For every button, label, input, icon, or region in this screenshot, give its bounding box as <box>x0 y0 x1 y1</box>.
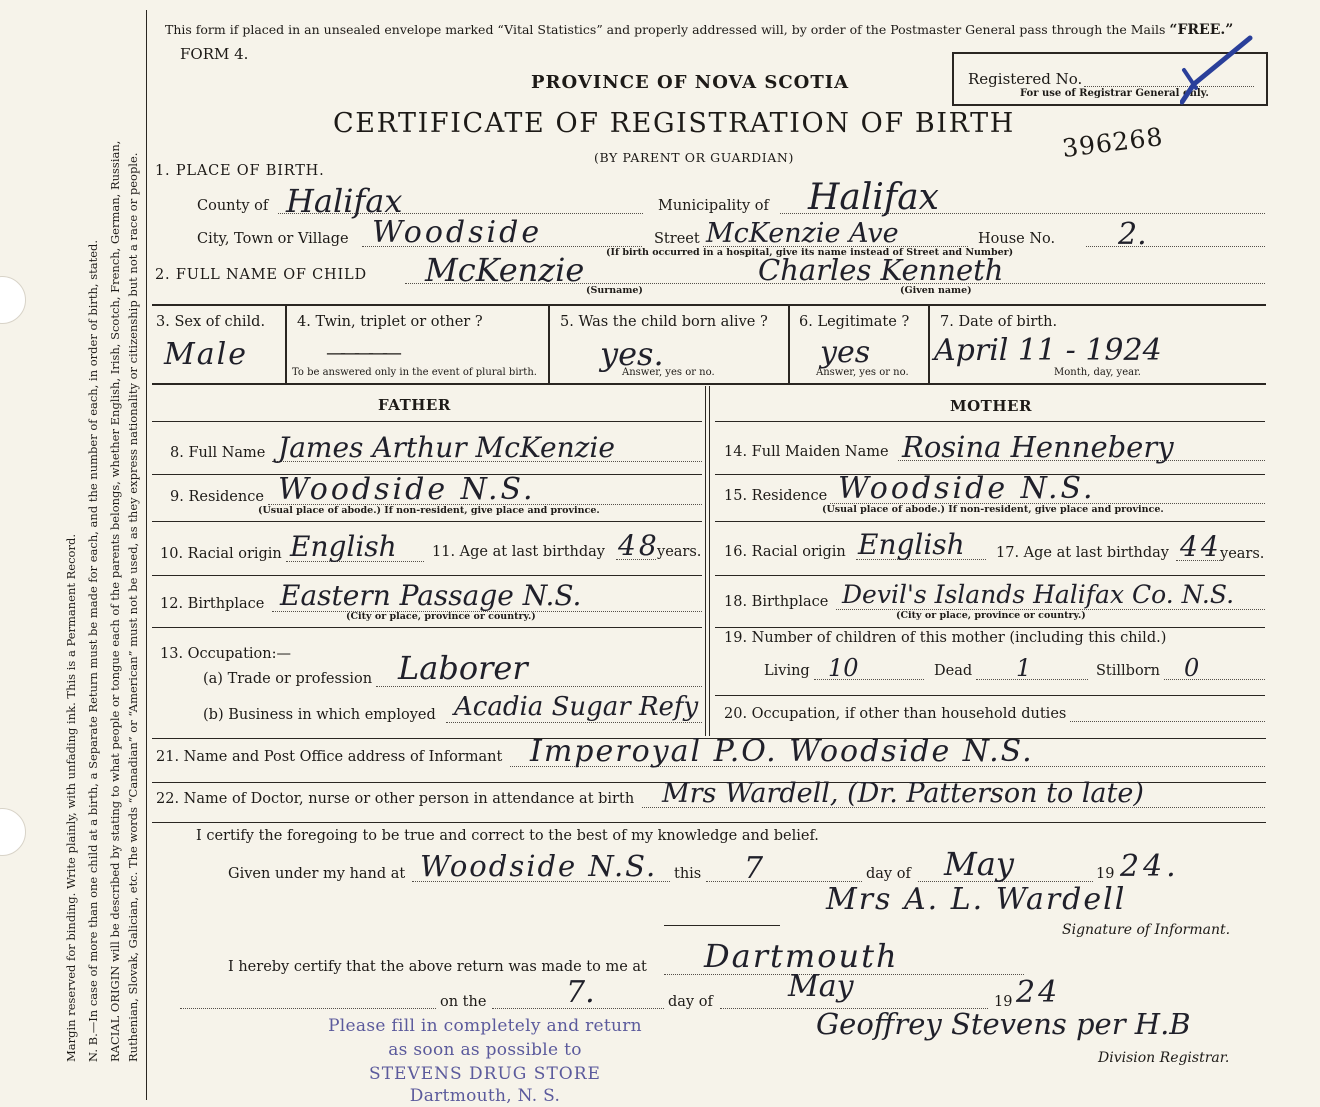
mail-notice-text: This form if placed in an unsealed envelope marked “Vital Statistics” and properly addressed will, by order of the Postmaster General pass through the Mails <box>165 22 1166 37</box>
given-day-value[interactable]: 7 <box>744 851 764 886</box>
mother-age-unit: years. <box>1220 546 1265 562</box>
child-surname-value[interactable]: McKenzie <box>425 251 585 289</box>
mother-rule-3 <box>715 575 1265 576</box>
father-rule-4 <box>152 627 702 628</box>
father-age-unit: years. <box>657 544 702 560</box>
margin-rule <box>146 10 147 1100</box>
father-res-note: (Usual place of abode.) If non-resident, give place and province. <box>258 505 600 516</box>
father-business-label: (b) Business in which employed <box>203 707 436 723</box>
mother-occ-label: 20. Occupation, if other than household duties <box>724 706 1067 722</box>
reg-dayof-label: day of <box>668 994 713 1010</box>
certificate-title: CERTIFICATE OF REGISTRATION OF BIRTH <box>333 108 1015 139</box>
punch-hole-top <box>0 276 26 324</box>
father-res-label: 9. Residence <box>170 489 264 505</box>
mother-stillborn-label: Stillborn <box>1096 663 1160 679</box>
dob-label: 7. Date of birth. <box>940 314 1058 330</box>
on-the-label: on the <box>440 994 487 1010</box>
reg-year-prefix: 19 <box>994 994 1013 1010</box>
row3-div-1 <box>285 304 287 384</box>
place-of-birth-label: 1. PLACE OF BIRTH. <box>155 163 325 179</box>
form-number: FORM 4. <box>180 45 249 63</box>
dob-note: Month, day, year. <box>1054 367 1141 378</box>
margin-note-racial-origin-cont: Ruthenian, Slovak, Galician, etc. The words “Canadian” or “American” must not be used, as they express nationality or citizenship but not a race or people. <box>126 152 140 1062</box>
mother-dead-label: Dead <box>934 663 973 679</box>
reg-day-value[interactable]: 7. <box>566 975 595 1010</box>
mail-notice-free: “FREE.” <box>1169 22 1234 38</box>
mother-living-value[interactable]: 10 <box>828 654 859 682</box>
stamp-line-1: Please fill in completely and return <box>328 1016 642 1036</box>
doctor-rule <box>152 822 1266 823</box>
stamp-line-2: as soon as possible to <box>388 1040 582 1060</box>
stamp-line-3: STEVENS DRUG STORE <box>369 1064 601 1084</box>
margin-note-binding: Margin reserved for binding. Write plainly, with unfading ink. This is a Permanent Record. <box>64 534 78 1062</box>
twin-label: 4. Twin, triplet or other ? <box>297 314 483 330</box>
child-surname-note: (Surname) <box>586 285 643 296</box>
stamped-number: 396268 <box>1060 121 1165 164</box>
father-bp-label: 12. Birthplace <box>160 596 265 612</box>
father-race-label: 10. Racial origin <box>160 546 282 562</box>
mother-race-label: 16. Racial origin <box>724 544 846 560</box>
parents-center-rule <box>705 386 710 736</box>
mother-rule-4 <box>715 627 1265 628</box>
margin-note-nb: N. B.—In case of more than one child at a birth, a Separate Return must be made for each, and the number of each, in order of birth, stated. <box>86 239 100 1062</box>
street-value[interactable]: McKenzie Ave <box>706 218 899 249</box>
punch-hole-bottom <box>0 808 26 856</box>
mother-living-label: Living <box>764 663 810 679</box>
father-rule-head <box>152 421 702 422</box>
certify-text: I certify the foregoing to be true and correct to the best of my knowledge and belief. <box>196 828 819 844</box>
doctor-value[interactable]: Mrs Wardell, (Dr. Patterson to late) <box>662 778 1144 809</box>
mother-heading: MOTHER <box>950 397 1032 415</box>
legit-note: Answer, yes or no. <box>816 367 909 378</box>
mother-race-value[interactable]: English <box>858 528 965 561</box>
father-race-value[interactable]: English <box>290 530 397 563</box>
father-res-value[interactable]: Woodside N.S. <box>278 472 536 507</box>
father-name-label: 8. Full Name <box>170 445 266 461</box>
alive-value[interactable]: yes. <box>600 335 664 373</box>
mother-bp-note: (City or place, province or country.) <box>896 610 1086 621</box>
mother-age-value[interactable]: 44 <box>1180 530 1222 563</box>
twin-note: To be answered only in the event of plural birth. <box>292 367 537 378</box>
municipality-value[interactable]: Halifax <box>808 177 939 218</box>
informant-signature[interactable]: Mrs A. L. Wardell <box>826 882 1127 917</box>
house-label: House No. <box>978 231 1056 247</box>
father-rule-3 <box>152 575 702 576</box>
mother-res-value[interactable]: Woodside N.S. <box>838 471 1096 506</box>
house-value[interactable]: 2. <box>1118 217 1147 252</box>
given-place-value[interactable]: Woodside N.S. <box>420 849 658 883</box>
father-bp-value[interactable]: Eastern Passage N.S. <box>280 579 582 612</box>
on-the-leadin-line <box>180 1008 436 1009</box>
father-business-value[interactable]: Acadia Sugar Refy <box>454 692 699 722</box>
county-value[interactable]: Halifax <box>286 182 403 220</box>
informant-value[interactable]: Imperoyal P.O. Woodside N.S. <box>530 734 1034 769</box>
registrar-label: Division Registrar. <box>1098 1050 1230 1066</box>
mother-stillborn-line <box>1164 679 1265 680</box>
municipality-label: Municipality of <box>658 198 769 214</box>
given-this-label: this <box>674 866 702 882</box>
given-month-value[interactable]: May <box>944 845 1014 883</box>
house-line <box>1086 246 1265 247</box>
registrar-place-value[interactable]: Dartmouth <box>704 937 899 975</box>
mother-stillborn-value[interactable]: 0 <box>1184 654 1200 682</box>
father-occ-label: 13. Occupation:— <box>160 646 291 662</box>
mother-rule-2 <box>715 521 1265 522</box>
given-label: Given under my hand at <box>228 866 406 882</box>
row3-top-rule <box>152 304 1266 306</box>
hospital-note: (If birth occurred in a hospital, give its name instead of Street and Number) <box>606 247 1014 258</box>
given-year-value[interactable]: 24. <box>1120 849 1180 884</box>
mother-bp-label: 18. Birthplace <box>724 594 829 610</box>
father-age-value[interactable]: 48 <box>618 529 660 562</box>
mother-res-label: 15. Residence <box>724 488 828 504</box>
stamp-line-4: Dartmouth, N. S. <box>409 1086 561 1106</box>
given-dayof-label: day of <box>866 866 911 882</box>
province-heading: PROVINCE OF NOVA SCOTIA <box>531 72 850 93</box>
registered-note: For use of Registrar General only. <box>1020 88 1209 99</box>
father-business-line <box>446 722 702 723</box>
mother-res-note: (Usual place of abode.) If non-resident, give place and province. <box>822 504 1164 515</box>
mother-rule-5 <box>715 695 1265 696</box>
reg-month-value[interactable]: May <box>788 969 854 1004</box>
mother-age-label: 17. Age at last birthday <box>996 545 1169 561</box>
dob-value[interactable]: April 11 - 1924 <box>934 333 1162 368</box>
reg-year-value[interactable]: 24 <box>1016 975 1061 1010</box>
father-age-label: 11. Age at last birthday <box>432 544 605 560</box>
city-label: City, Town or Village <box>197 231 349 247</box>
margin-note-racial-origin: RACIAL ORIGIN will be described by stating to what people or tongue each of the parents belongs, whether English, Irish, Scotch, French, German, Russian, <box>108 140 122 1062</box>
street-label: Street <box>654 231 700 247</box>
father-name-value[interactable]: James Arthur McKenzie <box>278 431 615 464</box>
city-value[interactable]: Woodside <box>372 215 543 250</box>
twin-value[interactable]: ————— <box>326 340 396 364</box>
mail-notice <box>165 22 1233 38</box>
legit-label: 6. Legitimate ? <box>799 314 910 330</box>
doctor-label: 22. Name of Doctor, nurse or other person in attendance at birth <box>156 791 635 807</box>
alive-label: 5. Was the child born alive ? <box>560 314 768 330</box>
child-name-label: 2. FULL NAME OF CHILD <box>155 267 367 283</box>
mother-occ-line <box>1070 721 1265 722</box>
mother-name-value[interactable]: Rosina Hennebery <box>902 430 1174 464</box>
county-label: County of <box>197 198 269 214</box>
sex-label: 3. Sex of child. <box>156 314 266 330</box>
informant-signature-label: Signature of Informant. <box>1062 922 1231 938</box>
father-trade-value[interactable]: Laborer <box>398 649 528 687</box>
registered-label: Registered No. <box>968 70 1083 88</box>
mother-children-label: 19. Number of children of this mother (including this child.) <box>724 630 1167 646</box>
father-bp-note: (City or place, province or country.) <box>346 611 536 622</box>
father-trade-label: (a) Trade or profession <box>203 671 373 687</box>
row3-div-2 <box>548 304 550 384</box>
given-year-prefix: 19 <box>1096 866 1115 882</box>
sex-value[interactable]: Male <box>164 337 248 372</box>
legit-value[interactable]: yes <box>820 335 871 370</box>
informant-signature-rule <box>664 925 780 926</box>
mother-dead-value[interactable]: 1 <box>1016 654 1032 682</box>
father-rule-2 <box>152 521 702 522</box>
father-heading: FATHER <box>378 396 451 414</box>
mother-bp-value[interactable]: Devil's Islands Halifax Co. N.S. <box>842 580 1235 609</box>
mother-name-label: 14. Full Maiden Name <box>724 444 889 460</box>
row3-div-3 <box>788 304 790 384</box>
certificate-subtitle: (BY PARENT OR GUARDIAN) <box>594 150 794 165</box>
registrar-signature[interactable]: Geoffrey Stevens per H.B <box>816 1007 1191 1041</box>
registrar-text: I hereby certify that the above return was made to me at <box>228 959 647 975</box>
alive-note: Answer, yes or no. <box>622 367 715 378</box>
row3-bottom-rule <box>152 383 1266 385</box>
child-given-value[interactable]: Charles Kenneth <box>758 253 1004 287</box>
row3-div-4 <box>928 304 930 384</box>
check-mark-icon <box>1180 30 1260 110</box>
mother-dead-line <box>976 679 1088 680</box>
mother-rule-head <box>715 421 1265 422</box>
child-given-note: (Given name) <box>900 285 972 296</box>
return-stamp <box>300 1016 670 1106</box>
informant-label: 21. Name and Post Office address of Informant <box>156 749 503 765</box>
